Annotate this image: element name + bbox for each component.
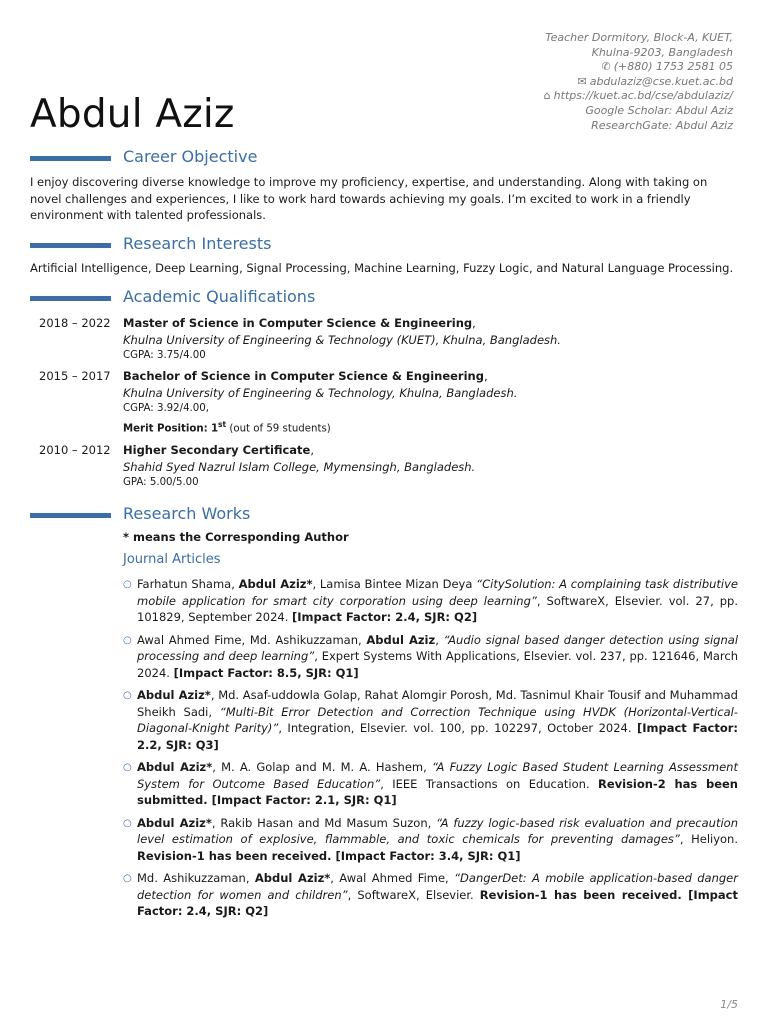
- envelope-icon: ✉: [577, 74, 587, 88]
- grade: CGPA: 3.92/4.00,: [123, 403, 209, 414]
- merit-value: 1: [210, 422, 219, 434]
- education-years: 2015 – 2017: [39, 369, 111, 383]
- self-author: Abdul Aziz*: [137, 760, 213, 774]
- authors: Md. Ashikuzzaman,: [137, 871, 255, 885]
- authors: , Md. Asaf-uddowla Golap, Rahat Alomgir Porosh, Md. Tasnimul Khair Tousif and Muhammad Sheikh Sadi,: [137, 688, 738, 719]
- career-objective-text: I enjoy discovering diverse knowledge to improve my proficiency, expertise, and understanding. Along with taking on novel challenges and experiences, I like to work hard towards achieving my goals. I’m excited to work in a friendly environment with talented professionals.: [30, 175, 708, 222]
- website-link[interactable]: https://kuet.ac.bd/cse/abdulaziz/: [553, 89, 733, 103]
- google-scholar-link[interactable]: Google Scholar: Abdul Aziz: [585, 103, 733, 117]
- self-author: Abdul Aziz*: [254, 871, 331, 885]
- address-line-2: Khulna-9203, Bangladesh: [591, 45, 733, 59]
- authors: Awal Ahmed Fime, Md. Ashikuzzaman,: [137, 632, 367, 647]
- venue: , SoftwareX, Elsevier. vol. 27, pp. 101829, September 2024.: [137, 593, 738, 624]
- article-title: “A Fuzzy Logic Based Student Learning Assessment System for Outcome Based Education”: [137, 760, 738, 791]
- bullet-circle-icon: ○: [123, 634, 132, 646]
- list-item: [123, 815, 738, 865]
- list-item: [123, 870, 738, 920]
- education-years: 2010 – 2012: [39, 443, 111, 457]
- institution-name: Shahid Syed Nazrul Islam College, Mymensingh, Bangladesh.: [123, 459, 476, 474]
- venue: , IEEE Transactions on Education.: [380, 776, 598, 791]
- self-author: Abdul Aziz*: [238, 577, 313, 591]
- researchgate-link[interactable]: ResearchGate: Abdul Aziz: [591, 118, 733, 132]
- section-title: Academic Qualifications: [123, 287, 316, 306]
- person-name: Abdul Aziz: [30, 92, 235, 137]
- authors: , Lamisa Bintee Mizan Deya: [312, 577, 477, 591]
- venue: , Expert Systems With Applications, Elsevier. vol. 237, pp. 121646, March 2024.: [137, 649, 738, 680]
- home-icon: ⌂: [543, 89, 551, 103]
- list-item: [123, 759, 738, 809]
- merit-sup: st: [218, 419, 227, 429]
- section-bar: [30, 513, 111, 518]
- merit-label: Merit Position:: [123, 422, 208, 434]
- merit-note: (out of 59 students): [229, 422, 331, 434]
- bullet-circle-icon: ○: [123, 762, 132, 773]
- page-number: 1/5: [720, 998, 738, 1011]
- list-item: [123, 576, 738, 626]
- list-item: [123, 687, 738, 753]
- institution-name: Khulna University of Engineering & Technology, Khulna, Bangladesh.: [123, 385, 518, 400]
- venue: , Heliyon.: [679, 832, 738, 846]
- impact-factor: [Impact Factor: 2.4, SJR: Q2]: [292, 610, 478, 624]
- article-title: “Audio signal based danger detection using signal processing and deep learning”: [137, 632, 739, 663]
- section-bar: [30, 156, 111, 161]
- journal-articles-heading: Journal Articles: [123, 552, 221, 567]
- self-author: Abdul Aziz*: [137, 688, 211, 702]
- degree-name: Higher Secondary Certificate: [123, 443, 311, 457]
- email-link[interactable]: abdulaziz@cse.kuet.ac.bd: [589, 74, 733, 88]
- phone-icon: ✆: [601, 60, 611, 74]
- education-years: 2018 – 2022: [39, 316, 111, 330]
- website-line[interactable]: [433, 89, 733, 104]
- email-line[interactable]: [433, 75, 733, 90]
- self-author: Abdul Aziz*: [137, 815, 212, 830]
- bullet-circle-icon: ○: [123, 690, 132, 701]
- research-interests-text: Artificial Intelligence, Deep Learning, Signal Processing, Machine Learning, Fuzzy Logic, and Natural Language Processing.: [30, 261, 734, 275]
- journal-article-list: [123, 576, 738, 926]
- degree-name: Bachelor of Science in Computer Science & Engineering: [123, 369, 484, 383]
- authors: Farhatun Shama,: [137, 577, 239, 591]
- article-title: “A fuzzy logic-based risk evaluation and precaution level estimation of explosive, flammable, and toxic chemicals for preventing damages”: [137, 815, 738, 846]
- article-title: “Multi-Bit Error Detection and Correction Technique using HVDK (Horizontal-Vertical-Diagonal-Knight Parity)”: [137, 704, 738, 735]
- impact-factor: Revision-2 has been submitted. [Impact Factor: 2.1, SJR: Q1]: [137, 776, 738, 807]
- impact-factor: Revision-1 has been received. [Impact Factor: 2.4, SJR: Q2]: [137, 887, 738, 918]
- degree-name: Master of Science in Computer Science & Engineering: [123, 316, 473, 330]
- section-title: Career Objective: [123, 147, 258, 166]
- section-bar: [30, 243, 111, 248]
- impact-factor: [Impact Factor: 2.2, SJR: Q3]: [137, 721, 738, 752]
- impact-factor: Revision-1 has been received. [Impact Factor: 3.4, SJR: Q1]: [137, 848, 521, 863]
- authors: ,: [435, 632, 444, 647]
- authors: , M. A. Golap and M. M. A. Hashem,: [212, 760, 432, 774]
- grade: GPA: 5.00/5.00: [123, 477, 199, 488]
- education-body: Higher Secondary Certificate, Shahid Syed Nazrul Islam College, Mymensingh, Bangladesh. GPA: 5.00/5.00: [123, 442, 743, 491]
- article-title: “DangerDet: A mobile application-based danger detection for women and children”: [137, 871, 738, 902]
- authors: , Rakib Hasan and Md Masum Suzon,: [211, 815, 437, 830]
- education-body: Bachelor of Science in Computer Science & Engineering, Khulna University of Engineering & Technology, Khulna, Bangladesh. CGPA: 3.92/4.00, Merit Position: 1st (out of 59 students): [123, 368, 743, 436]
- list-item: [123, 632, 738, 682]
- contact-block: [433, 31, 733, 133]
- education-body: Master of Science in Computer Science & Engineering, Khulna University of Engineering & Technology (KUET), Khulna, Bangladesh. CGPA: 3.75/4.00: [123, 315, 743, 364]
- section-title: Research Interests: [123, 234, 272, 253]
- bullet-circle-icon: ○: [123, 579, 132, 590]
- phone-number: (+880) 1753 2581 05: [613, 60, 733, 74]
- section-bar: [30, 296, 111, 301]
- address-line-1: Teacher Dormitory, Block-A, KUET,: [545, 31, 733, 44]
- phone-line: [433, 60, 733, 75]
- section-title: Research Works: [123, 504, 251, 523]
- self-author: Abdul Aziz: [366, 632, 436, 647]
- merit-position: [123, 417, 743, 437]
- venue: , Integration, Elsevier. vol. 100, pp. 102297, October 2024.: [278, 721, 637, 735]
- bullet-circle-icon: ○: [123, 873, 132, 884]
- venue: , SoftwareX, Elsevier.: [347, 887, 480, 902]
- grade: CGPA: 3.75/4.00: [123, 350, 206, 361]
- impact-factor: [Impact Factor: 8.5, SJR: Q1]: [173, 665, 359, 680]
- article-title: “CitySolution: A complaining task distributive mobile application for smart city corporation using deep learning”: [137, 577, 738, 608]
- bullet-circle-icon: ○: [123, 817, 132, 829]
- authors: , Awal Ahmed Fime,: [330, 871, 455, 885]
- corresponding-author-note: * means the Corresponding Author: [123, 530, 349, 544]
- institution-name: Khulna University of Engineering & Technology (KUET), Khulna, Bangladesh.: [123, 332, 561, 347]
